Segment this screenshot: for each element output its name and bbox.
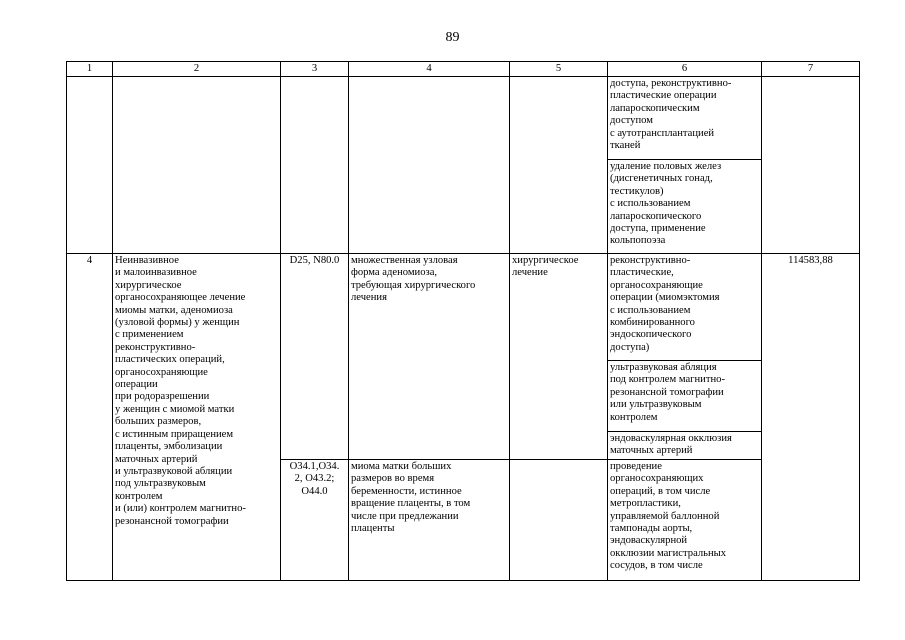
- column-header: 2: [113, 62, 281, 77]
- empty-cell: [762, 77, 860, 254]
- page-number: 89: [445, 30, 460, 45]
- diagnosis-codes: D25, N80.0: [281, 254, 349, 460]
- procedures-table: [66, 61, 860, 581]
- column-header: 7: [762, 62, 860, 77]
- column-header: 1: [67, 62, 113, 77]
- empty-cell: [510, 77, 608, 254]
- empty-cell: [67, 77, 113, 254]
- table-row: [67, 254, 860, 361]
- entry-name: Неинвазивное и малоинвазивное хирургическое органосохраняющее лечение миомы матки, аденомиоза (узловой формы) у женщин с применением реконструктивно- пластических операций, органосохраняющие операции при родоразрешении у женщин с миомой матки больших размеров, с истинным приращением плаценты, эмболизации маточных артерий и ультразвуковой абляции под ультразвуковым контролем и (или) контролем магнитно- резонансной томографии: [113, 254, 281, 581]
- treatment-type: хирургическое лечение: [510, 254, 608, 460]
- patient-model: миома матки больших размеров во время беременности, истинное вращение плаценты, в том числе при предлежании плаценты: [349, 460, 510, 581]
- method-cell: удаление половых желез (дисгенетичных гонад, тестикулов) с использованием лапароскопического доступа, применение кольпопоэза: [608, 160, 762, 254]
- column-header: 4: [349, 62, 510, 77]
- empty-cell: [113, 77, 281, 254]
- empty-cell: [349, 77, 510, 254]
- method-cell: доступа, реконструктивно- пластические операции лапароскопическим доступом с аутотрансплантацией тканей: [608, 77, 762, 160]
- price-value: 114583,88: [762, 254, 860, 581]
- method-cell: проведение органосохраняющих операций, в том числе метропластики, управляемой баллонной тампонады аорты, эндоваскулярной окклюзии магистральных сосудов, в том числе: [608, 460, 762, 581]
- method-cell: реконструктивно- пластические, органосохраняющие операции (миомэктомия с использованием комбинированного эндоскопического доступа): [608, 254, 762, 361]
- method-cell: ультразвуковая абляция под контролем магнитно- резонансной томографии или ультразвуковым контролем: [608, 361, 762, 432]
- column-header: 3: [281, 62, 349, 77]
- column-header: 6: [608, 62, 762, 77]
- patient-model: множественная узловая форма аденомиоза, требующая хирургического лечения: [349, 254, 510, 460]
- diagnosis-codes: O34.1,O34. 2, O43.2; O44.0: [281, 460, 349, 581]
- entry-number: 4: [67, 254, 113, 581]
- column-header: 5: [510, 62, 608, 77]
- method-cell: эндоваскулярная окклюзия маточных артерий: [608, 432, 762, 460]
- empty-cell: [281, 77, 349, 254]
- column-number-row: [67, 62, 860, 77]
- table-row: [67, 77, 860, 160]
- treatment-type: [510, 460, 608, 581]
